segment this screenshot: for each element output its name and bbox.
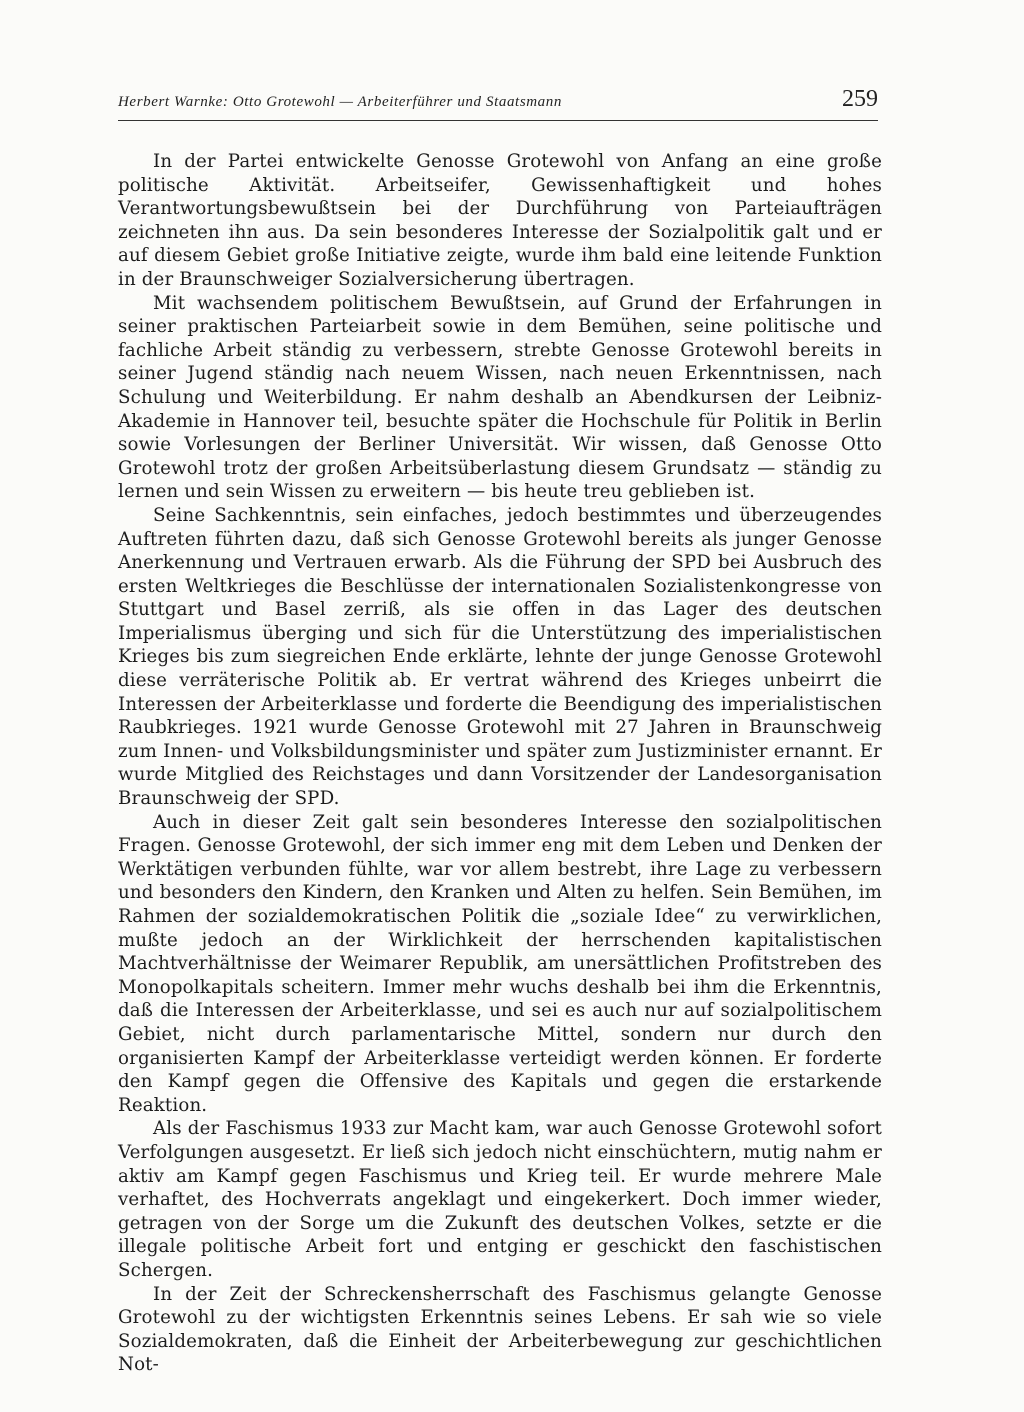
paragraph: In der Zeit der Schreckensherrschaft des Faschismus gelangte Genosse Grotewohl zu der wichtigsten Erkenntnis seines Lebens. Er sah wie so viele Sozialdemokraten, daß die Einheit der Arbeiterbewegung zur geschichtlichen Not-: [118, 1283, 882, 1376]
paragraph: Auch in dieser Zeit galt sein besonderes Interesse den sozialpolitischen Fragen. Genosse Grotewohl, der sich immer eng mit dem Leben und Denken der Werktätigen verbunden fühlte, war vor allem bestrebt, ihre Lage zu verbessern und besonders den Kindern, den Kranken und Alten zu helfen. Sein Bemühen, im Rahmen der sozialdemokratischen Politik die „soziale Idee“ zu verwirklichen, mußte jedoch an der Wirklichkeit der herrschenden kapitalistischen Machtverhältnisse der Weimarer Republik, am unersättlichen Profitstreben des Monopolkapitals scheitern. Immer mehr wuchs deshalb bei ihm die Erkenntnis, daß die Interessen der Arbeiterklasse, und sei es auch nur auf sozialpolitischem Gebiet, nicht durch parlamentarische Mittel, sondern nur durch den organisierten Kampf der Arbeiterklasse verteidigt werden können. Er forderte den Kampf gegen die Offensive des Kapitals und gegen die erstarkende Reaktion.: [118, 811, 882, 1116]
page-number: 259: [842, 86, 878, 112]
paragraph: Mit wachsendem politischem Bewußtsein, auf Grund der Erfahrungen in seiner praktischen Parteiarbeit sowie in dem Bemühen, seine politische und fachliche Arbeit ständig zu verbessern, strebte Genosse Grotewohl bereits in seiner Jugend ständig nach neuem Wissen, nach neuen Erkenntnissen, nach Schulung und Weiterbildung. Er nahm deshalb an Abendkursen der Leibniz-Akademie in Hannover teil, besuchte später die Hochschule für Politik in Berlin sowie Vorlesungen der Berliner Universität. Wir wissen, daß Genosse Otto Grotewohl trotz der großen Arbeitsüberlastung diesem Grundsatz — ständig zu lernen und sein Wissen zu erweitern — bis heute treu geblieben ist.: [118, 292, 882, 503]
header-rule: [118, 120, 878, 121]
paragraph: Seine Sachkenntnis, sein einfaches, jedoch bestimmtes und überzeugendes Auftreten führten dazu, daß sich Genosse Grotewohl bereits als junger Genosse Anerkennung und Vertrauen erwarb. Als die Führung der SPD bei Ausbruch des ersten Weltkrieges die Beschlüsse der internationalen Sozialistenkongresse von Stuttgart und Basel zerriß, als sie offen in das Lager des deutschen Imperialismus überging und sich für die Unterstützung des imperialistischen Krieges bis zum siegreichen Ende erklärte, lehnte der junge Genosse Grotewohl diese verräterische Politik ab. Er vertrat während des Krieges unbeirrt die Interessen der Arbeiterklasse und forderte die Beendigung des imperialistischen Raubkrieges. 1921 wurde Genosse Grotewohl mit 27 Jahren in Braunschweig zum Innen- und Volksbildungsminister und später zum Justizminister ernannt. Er wurde Mitglied des Reichstages und dann Vorsitzender der Landesorganisation Braunschweig der SPD.: [118, 504, 882, 810]
body-text: [118, 150, 882, 1377]
paragraph: In der Partei entwickelte Genosse Grotewohl von Anfang an eine große politische Aktivität. Arbeitseifer, Gewissenhaftigkeit und hohes Verantwortungsbewußtsein bei der Durchführung von Parteiaufträgen zeichneten ihn aus. Da sein besonderes Interesse der Sozialpolitik galt und er auf diesem Gebiet große Initiative zeigte, wurde ihm bald eine leitende Funktion in der Braunschweiger Sozialversicherung übertragen.: [118, 151, 882, 290]
paragraph: Als der Faschismus 1933 zur Macht kam, war auch Genosse Grotewohl sofort Verfolgungen ausgesetzt. Er ließ sich jedoch nicht einschüchtern, mutig nahm er aktiv am Kampf gegen Faschismus und Krieg teil. Er wurde mehrere Male verhaftet, des Hochverrats angeklagt und eingekerkert. Doch immer wieder, getragen von der Sorge um die Zukunft des deutschen Volkes, setzte er die illegale politische Arbeit fort und entging er geschickt den faschistischen Schergen.: [118, 1118, 882, 1281]
running-header: [118, 86, 878, 120]
running-title: Herbert Warnke: Otto Grotewohl — Arbeiterführer und Staatsmann: [118, 94, 562, 110]
